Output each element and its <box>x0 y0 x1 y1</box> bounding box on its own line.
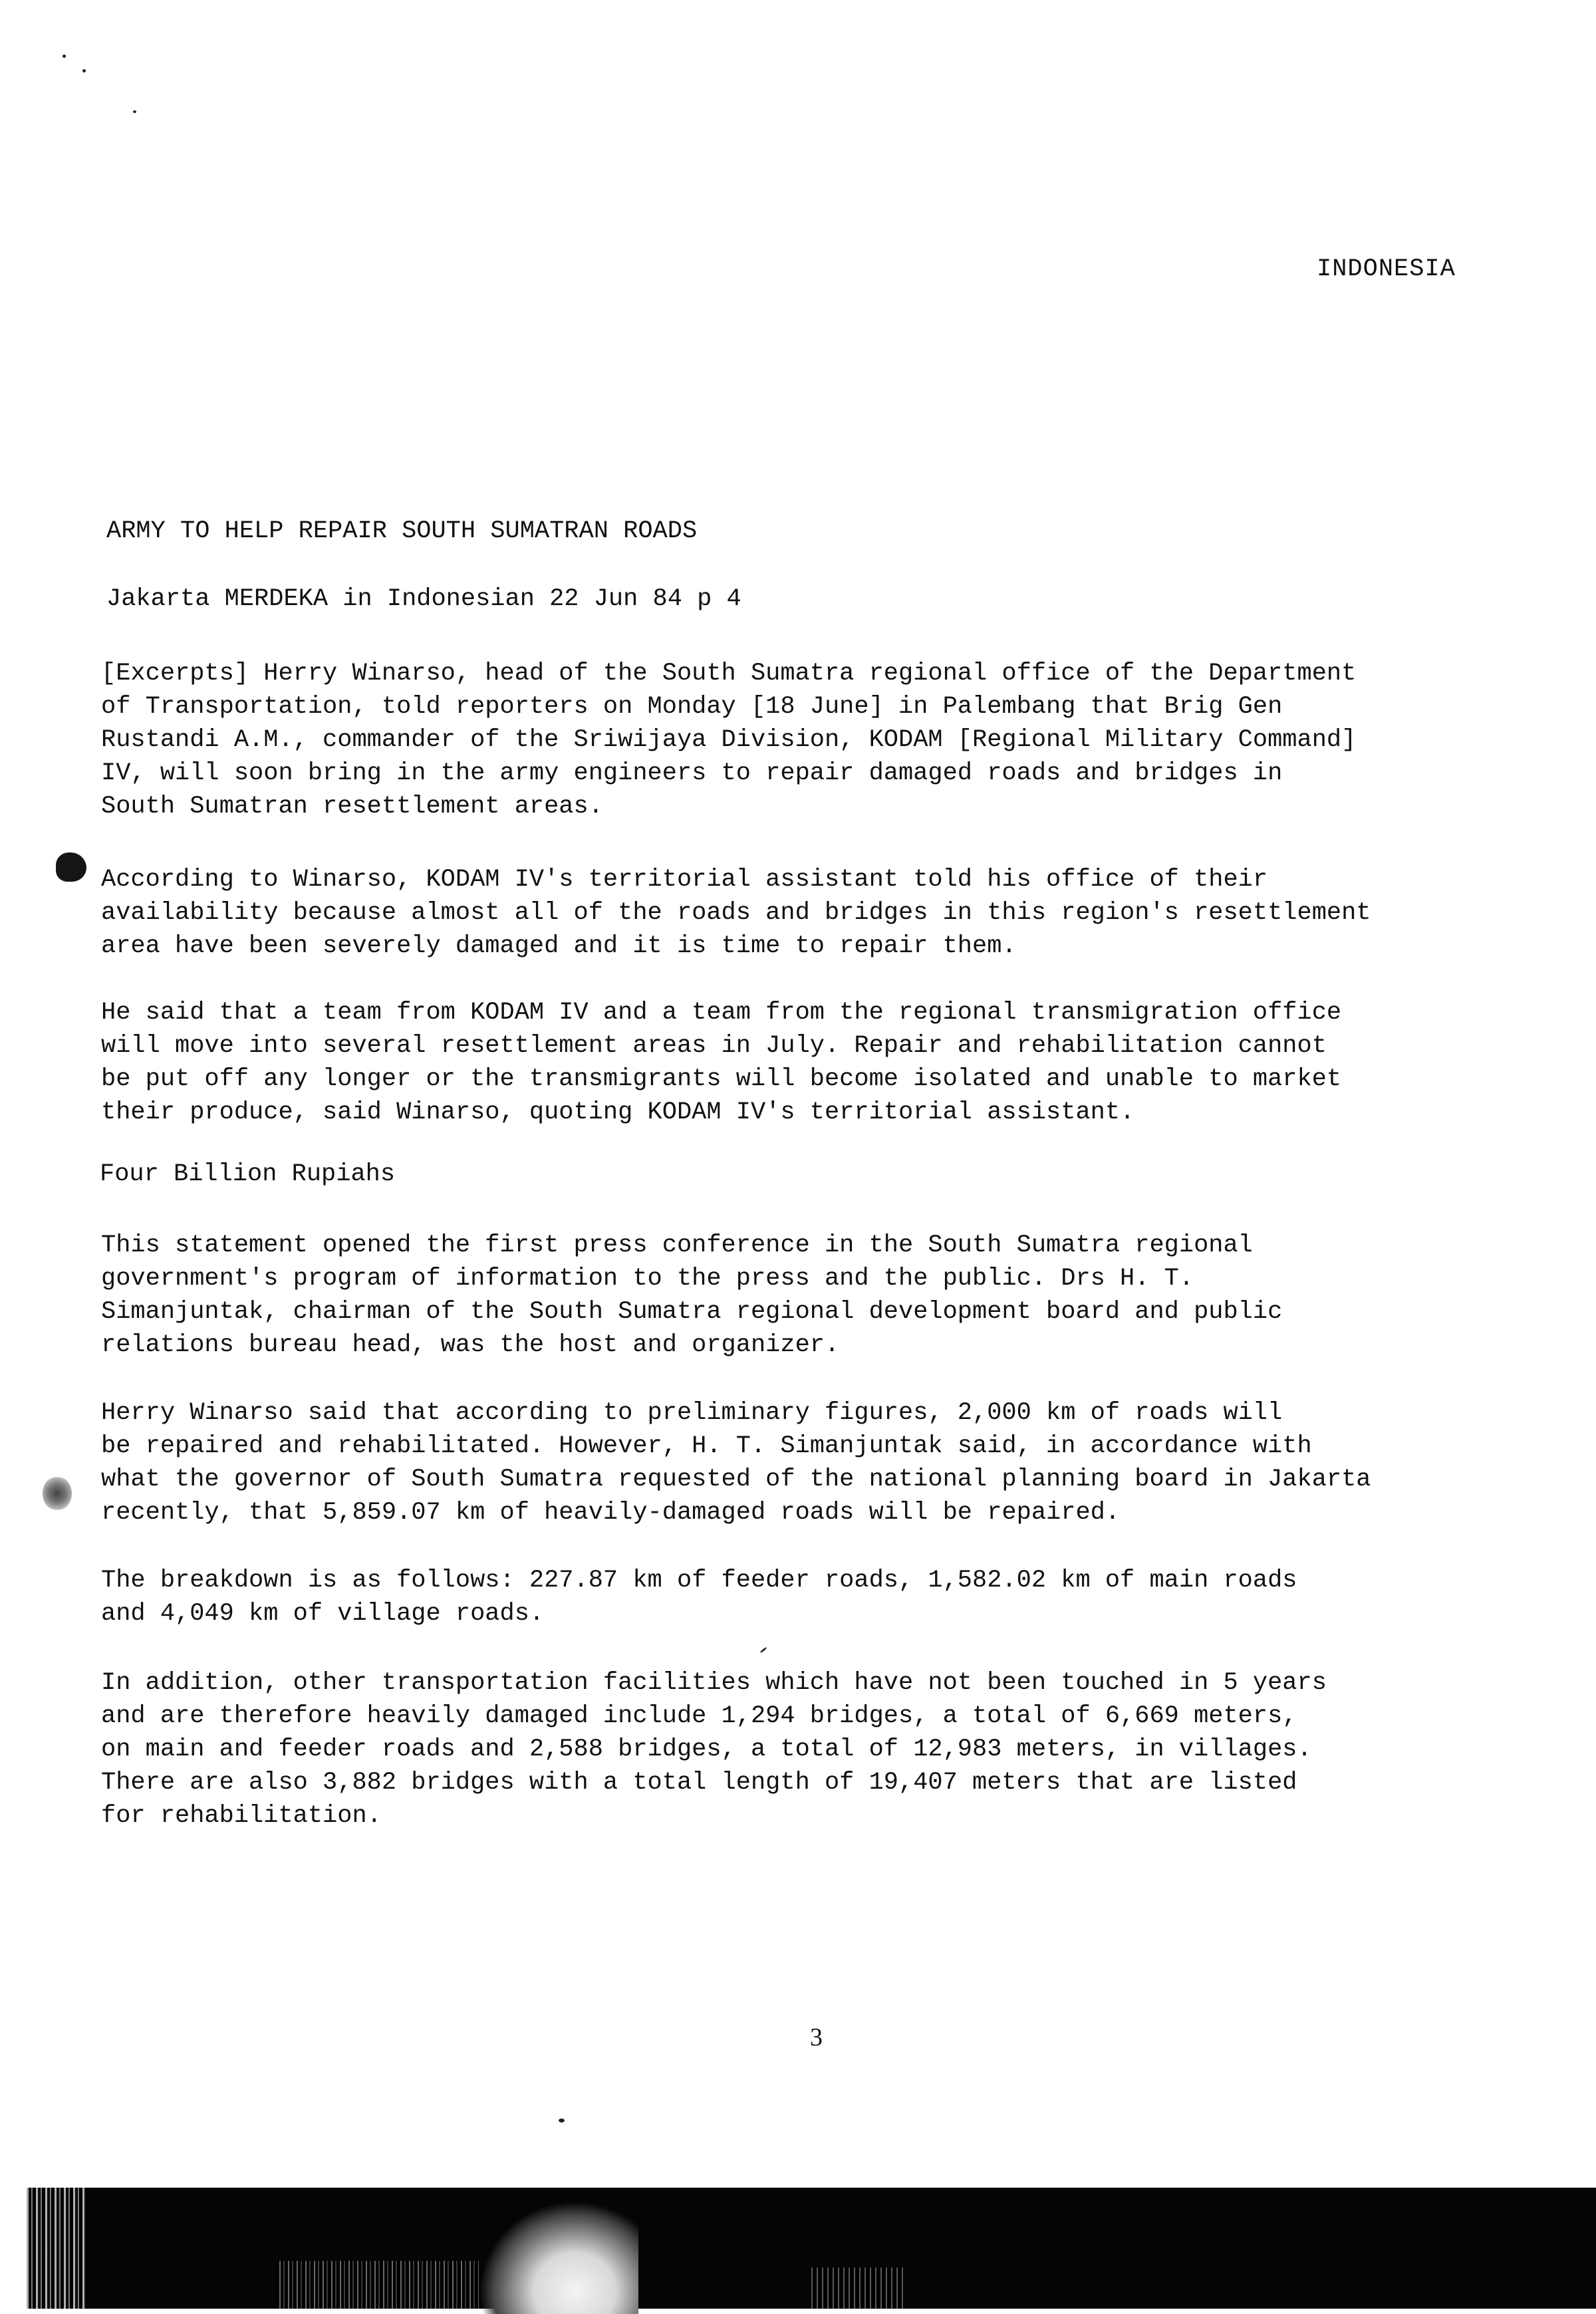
ink-blot <box>43 1476 72 1511</box>
article-subhead: Four Billion Rupiahs <box>100 1160 396 1188</box>
article-headline: ARMY TO HELP REPAIR SOUTH SUMATRAN ROADS <box>106 517 698 545</box>
page-number: 3 <box>810 2023 823 2051</box>
ink-blot <box>56 852 86 882</box>
scan-edge-bar <box>27 2188 1596 2309</box>
scan-speck <box>759 1646 767 1653</box>
scan-speck <box>82 69 86 72</box>
article-paragraph: [Excerpts] Herry Winarso, head of the South Sumatra regional office of the Department of Transportation, told reporters on Monday [18 June] in Palembang that Brig Gen Rustandi A.M., commander of the Sriwijaya Division, KODAM [Regional Military Command] IV, will soon bring in the army engineers to repair damaged roads and bridges in South Sumatran resettlement areas. <box>101 660 1357 821</box>
article-paragraph: In addition, other transportation facilities which have not been touched in 5 years and are therefore heavily damaged include 1,294 bridges, a total of 6,669 meters, on main and feeder roads and 2,588 bridges, a total of 12,983 meters, in villages. There are also 3,882 bridges with a total length of 19,407 meters that are listed for rehabilitation. <box>101 1669 1327 1830</box>
scan-noise <box>279 2261 479 2309</box>
scan-speck <box>133 110 136 113</box>
scan-speck <box>63 55 66 58</box>
article-paragraph: Herry Winarso said that according to preliminary figures, 2,000 km of roads will be repaired and rehabilitated. However, H. T. Simanjuntak said, in accordance with what the governor of South Sumatra requested of the national planning board in Jakarta recently, that 5,859.07 km of heavily-damaged roads will be repaired. <box>101 1399 1371 1527</box>
scan-noise <box>811 2267 904 2309</box>
region-label: INDONESIA <box>1317 255 1456 283</box>
article-paragraph: The breakdown is as follows: 227.87 km of feeder roads, 1,582.02 km of main roads and 4,049 km of village roads. <box>101 1567 1297 1628</box>
scan-glare <box>479 2201 638 2314</box>
article-paragraph: This statement opened the first press conference in the South Sumatra regional government's program of information to the press and the public. Drs H. T. Simanjuntak, chairman of the South Sumatra regional development board and public relations bureau head, was the host and organizer. <box>101 1231 1283 1359</box>
scan-speck <box>559 2119 565 2122</box>
article-source: Jakarta MERDEKA in Indonesian 22 Jun 84 p 4 <box>106 585 741 613</box>
article-paragraph: According to Winarso, KODAM IV's territorial assistant told his office of their availability because almost all of the roads and bridges in this region's resettlement area have been severely damaged and it is time to repair them. <box>101 866 1371 960</box>
article-paragraph: He said that a team from KODAM IV and a team from the regional transmigration office will move into several resettlement areas in July. Repair and rehabilitation cannot be put off any longer or the transmigrants will become isolated and unable to market their produce, said Winarso, quoting KODAM IV's territorial assistant. <box>101 999 1342 1126</box>
scan-noise <box>27 2188 86 2309</box>
